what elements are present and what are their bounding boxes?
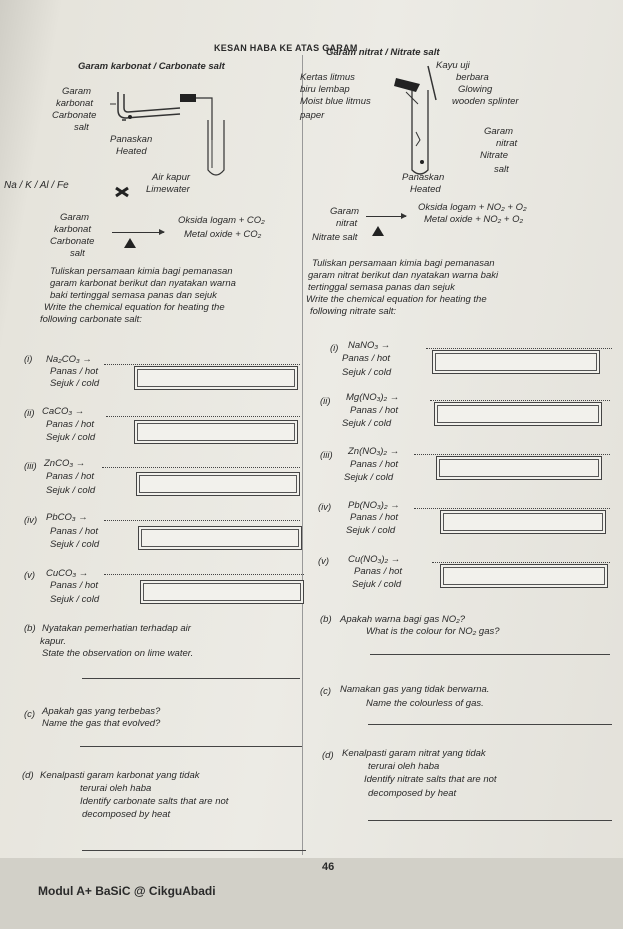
nitrate-qc-answer-line[interactable] <box>368 724 612 725</box>
nitrate-qb-label: (b) <box>320 614 332 625</box>
carbonate-qb-ms-2: kapur. <box>40 636 67 647</box>
item-number: (iii) <box>24 461 37 472</box>
carbonate-qd-ms: Kenalpasti garam karbonat yang tidak <box>40 770 200 781</box>
colour-answer-box[interactable] <box>432 350 600 374</box>
equation-answer-line[interactable] <box>414 454 610 455</box>
carbonate-qc-ms: Apakah gas yang terbebas? <box>42 706 161 717</box>
hot-label: Panas / hot <box>46 471 95 482</box>
carbonate-qc-en: Name the gas that evolved? <box>42 718 161 729</box>
nitrate-salt-label-ms-1: Garam <box>484 126 514 137</box>
item-formula: ZnCO₃ → <box>44 458 86 469</box>
nitrate-qd-label: (d) <box>322 750 334 761</box>
cold-label: Sejuk / cold <box>342 367 392 378</box>
colour-answer-box[interactable] <box>140 580 304 604</box>
cold-label: Sejuk / cold <box>46 432 96 443</box>
item-number: (iv) <box>24 515 38 526</box>
carbonate-qd-label: (d) <box>22 770 34 781</box>
equation-answer-line[interactable] <box>414 508 610 509</box>
nitrate-qb-en: What is the colour for NO₂ gas? <box>366 626 500 637</box>
carbonate-qd-en-2: decomposed by heat <box>82 809 171 820</box>
hot-label: Panas / hot <box>350 405 399 416</box>
colour-answer-box[interactable] <box>436 456 602 480</box>
litmus-label-ms-1: Kertas litmus <box>300 72 355 83</box>
item-formula: Zn(NO₃)₂ → <box>348 446 400 457</box>
hot-label: Panas / hot <box>50 526 99 537</box>
item-number: (v) <box>318 556 330 567</box>
nitrate-qc-en: Name the colourless of gas. <box>366 698 484 709</box>
nitrate-heading: Garam nitrat / Nitrate salt <box>326 47 440 58</box>
item-formula: CuCO₃ → <box>46 568 89 579</box>
nitrate-instruction-4: Write the chemical equation for heating the <box>306 294 487 305</box>
footer-credit: Modul A+ BaSiC @ CikguAbadi <box>38 884 216 898</box>
nitrate-qd-answer-line[interactable] <box>368 820 612 821</box>
equation-answer-line[interactable] <box>104 574 304 575</box>
nitrate-instruction-5: following nitrate salt: <box>310 306 397 317</box>
litmus-label-ms-2: biru lembap <box>300 84 350 95</box>
item-number: (i) <box>330 343 339 354</box>
limewater-label-en: Limewater <box>146 184 190 195</box>
carbonate-qb-label: (b) <box>24 623 36 634</box>
item-number: (iv) <box>318 502 332 513</box>
item-formula: Pb(NO₃)₂ → <box>348 500 400 511</box>
hot-label: Panas / hot <box>50 580 99 591</box>
carbonate-scheme-reactant-ms-2: karbonat <box>54 224 91 235</box>
nitrate-qb-answer-line[interactable] <box>370 654 610 655</box>
page-title: KESAN HABA KE ATAS GARAM <box>214 43 358 53</box>
carbonate-scheme-product-en: Metal oxide + CO₂ <box>184 229 262 240</box>
nitrate-scheme-product-en: Metal oxide + NO₂ + O₂ <box>424 214 524 225</box>
nitrate-qd-ms-2: terurai oleh haba <box>368 761 440 772</box>
hot-label: Panas / hot <box>354 566 403 577</box>
nitrate-qd-en-2: decomposed by heat <box>368 788 457 799</box>
item-formula: Mg(NO₃)₂ → <box>346 392 400 403</box>
nitrate-instruction-1: Tuliskan persamaan kimia bagi pemanasan <box>312 258 495 269</box>
nitrate-salt-label-en-2: salt <box>494 164 509 175</box>
colour-answer-box[interactable] <box>136 472 300 496</box>
carbonate-scheme-product-ms: Oksida logam + CO₂ <box>178 215 265 226</box>
item-number: (ii) <box>320 396 331 407</box>
equation-answer-line[interactable] <box>104 520 300 521</box>
hot-label: Panas / hot <box>342 353 391 364</box>
item-formula: Na₂CO₃ → <box>46 354 92 365</box>
carbonate-instruction-5: following carbonate salt: <box>40 314 142 325</box>
colour-answer-box[interactable] <box>434 402 602 426</box>
carbonate-scheme-reactant-en-1: Carbonate <box>50 236 95 247</box>
nitrate-salt-sample <box>420 160 424 164</box>
nitrate-scheme-reactant-ms-2: nitrat <box>336 218 358 229</box>
carbonate-salt-label-ms-1: Garam <box>62 86 92 97</box>
item-formula: Cu(NO₃)₂ → <box>348 554 401 565</box>
carbonate-salt-label-ms-2: karbonat <box>56 98 93 109</box>
carbonate-instruction-1: Tuliskan persamaan kimia bagi pemanasan <box>50 266 233 277</box>
item-number: (ii) <box>24 408 35 419</box>
splint-label-en-1: Glowing <box>458 84 493 95</box>
nitrate-salt-label-en-1: Nitrate <box>480 150 508 161</box>
equation-answer-line[interactable] <box>106 416 300 417</box>
carbonate-heading: Garam karbonat / Carbonate salt <box>78 61 225 72</box>
nitrate-heat-label-ms: Panaskan <box>402 172 445 183</box>
carbonate-qc-answer-line[interactable] <box>80 746 302 747</box>
cold-label: Sejuk / cold <box>346 525 396 536</box>
nitrate-heat-label-en: Heated <box>410 184 441 195</box>
nitrate-instruction-3: tertinggal semasa panas dan sejuk <box>308 282 455 293</box>
splint-label-ms-1: Kayu uji <box>436 60 470 71</box>
nitrate-scheme-product-ms: Oksida logam + NO₂ + O₂ <box>418 202 527 213</box>
heat-triangle-icon <box>124 238 136 248</box>
carbonate-salt-label-en-1: Carbonate <box>52 110 97 121</box>
heat-triangle-icon <box>372 226 384 236</box>
cold-label: Sejuk / cold <box>50 539 100 550</box>
item-formula: NaNO₃ → <box>348 340 391 351</box>
cold-label: Sejuk / cold <box>352 579 402 590</box>
cold-label: Sejuk / cold <box>50 594 100 605</box>
colour-answer-box[interactable] <box>134 420 298 444</box>
page-number: 46 <box>322 861 335 873</box>
carbonate-metals-label: Na / K / Al / Fe <box>4 180 69 191</box>
colour-answer-box[interactable] <box>440 564 608 588</box>
carbonate-qd-answer-line[interactable] <box>82 850 306 851</box>
colour-answer-box[interactable] <box>134 366 298 390</box>
nitrate-qb-ms: Apakah warna bagi gas NO₂? <box>340 614 466 625</box>
item-formula: PbCO₃ → <box>46 512 88 523</box>
carbonate-qb-answer-line[interactable] <box>82 678 300 679</box>
hot-label: Panas / hot <box>46 419 95 430</box>
carbonate-qd-ms-2: terurai oleh haba <box>80 783 152 794</box>
equation-answer-line[interactable] <box>104 364 300 365</box>
carbonate-scheme-reactant-ms-1: Garam <box>60 212 90 223</box>
nitrate-instruction-2: garam nitrat berikut dan nyatakan warna baki <box>308 270 499 281</box>
nitrate-qc-ms: Namakan gas yang tidak berwarna. <box>340 684 490 695</box>
splint-label-ms-2: berbara <box>456 72 489 83</box>
item-formula: CaCO₃ → <box>42 406 85 417</box>
litmus-label-en-1: Moist blue litmus <box>300 96 371 107</box>
litmus-label-en-2: paper <box>300 110 325 121</box>
carbonate-qd-en: Identify carbonate salts that are not <box>80 796 229 807</box>
cold-label: Sejuk / cold <box>46 485 96 496</box>
equation-answer-line[interactable] <box>426 348 612 349</box>
column-divider <box>302 55 303 855</box>
carbonate-qc-label: (c) <box>24 709 36 720</box>
item-number: (i) <box>24 354 33 365</box>
carbonate-qb-ms: Nyatakan pemerhatian terhadap air <box>42 623 191 634</box>
colour-answer-box[interactable] <box>138 526 302 550</box>
nitrate-scheme-arrow <box>366 216 406 217</box>
equation-answer-line[interactable] <box>430 400 610 401</box>
limewater-label-ms: Air kapur <box>152 172 191 183</box>
item-number: (iii) <box>320 450 333 461</box>
nitrate-qc-label: (c) <box>320 686 332 697</box>
equation-answer-line[interactable] <box>102 467 300 468</box>
equation-answer-line[interactable] <box>432 562 610 563</box>
carbonate-qb-en: State the observation on lime water. <box>42 648 194 659</box>
carbonate-heat-label-en: Heated <box>116 146 147 157</box>
carbonate-instruction-3: baki tertinggal semasa panas dan sejuk <box>50 290 217 301</box>
nitrate-qd-ms: Kenalpasti garam nitrat yang tidak <box>342 748 486 759</box>
splint-label-en-2: wooden splinter <box>452 96 519 107</box>
carbonate-salt-sample <box>128 115 132 119</box>
colour-answer-box[interactable] <box>440 510 606 534</box>
nitrate-salt-label-ms-2: nitrat <box>496 138 518 149</box>
hot-label: Panas / hot <box>50 366 99 377</box>
carbonate-salt-label-en-2: salt <box>74 122 89 133</box>
cross-icon <box>114 186 130 198</box>
nitrate-qd-en: Identify nitrate salts that are not <box>364 774 497 785</box>
carbonate-scheme-arrow <box>112 232 164 233</box>
cold-label: Sejuk / cold <box>344 472 394 483</box>
carbonate-heat-label-ms: Panaskan <box>110 134 153 145</box>
carbonate-instruction-2: garam karbonat berikut dan nyatakan warna <box>50 278 236 289</box>
hot-label: Panas / hot <box>350 512 399 523</box>
nitrate-scheme-reactant-en: Nitrate salt <box>312 232 358 243</box>
nitrate-scheme-reactant-ms-1: Garam <box>330 206 360 217</box>
carbonate-instruction-4: Write the chemical equation for heating the <box>44 302 225 313</box>
cold-label: Sejuk / cold <box>50 378 100 389</box>
nitrate-heating-apparatus <box>376 60 456 180</box>
hot-label: Panas / hot <box>350 459 399 470</box>
carbonate-scheme-reactant-en-2: salt <box>70 248 85 259</box>
item-number: (v) <box>24 570 36 581</box>
cold-label: Sejuk / cold <box>342 418 392 429</box>
